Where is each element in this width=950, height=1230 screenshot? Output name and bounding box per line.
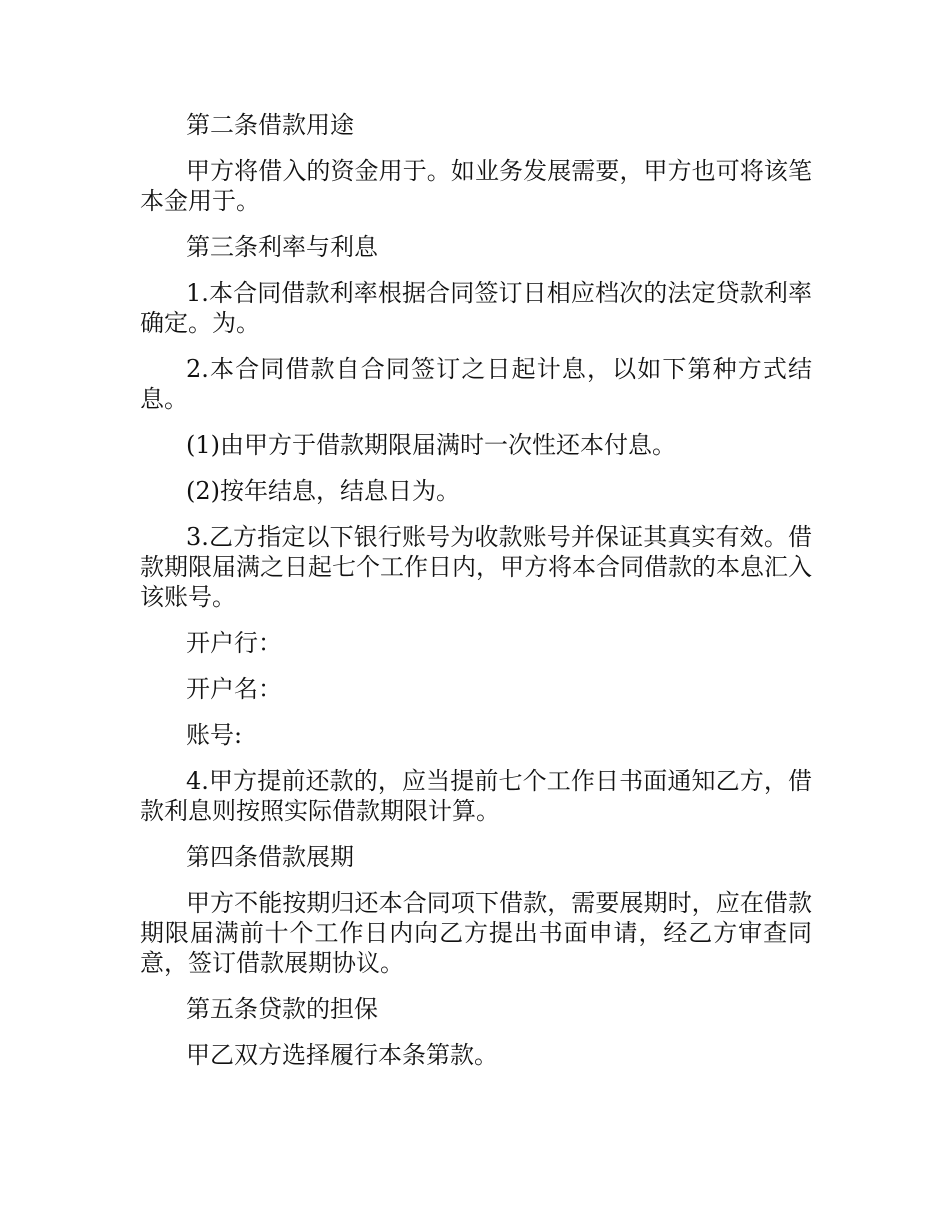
paragraph-interest-accrual: 2.本合同借款自合同签订之日起计息，以如下第种方式结息。 [140,355,812,413]
section-heading-interest: 第三条利率与利息 [186,233,378,261]
paragraph-option-2: (2)按年结息，结息日为。 [186,477,460,505]
section-heading-extension: 第四条借款展期 [186,843,354,871]
paragraph-early-repayment: 4.甲方提前还款的，应当提前七个工作日书面通知乙方，借款利息则按照实际借款期限计算。 [140,767,812,825]
field-account-number: 账号: [186,721,243,749]
paragraph-interest-rate: 1.本合同借款利率根据合同签订日相应档次的法定贷款利率确定。为。 [140,279,812,337]
section-heading-loan-purpose: 第二条借款用途 [186,111,354,139]
paragraph-guarantee: 甲乙双方选择履行本条第款。 [186,1041,498,1069]
field-account-name: 开户名： [186,675,282,703]
document-body [140,110,812,1086]
paragraph-option-1: (1)由甲方于借款期限届满时一次性还本付息。 [186,431,676,459]
paragraph-extension: 甲方不能按期归还本合同项下借款，需要展期时，应在借款期限届满前十个工作日内向乙方提出书面申请，经乙方审查同意，签订借款展期协议。 [140,889,812,977]
field-bank-name: 开户行： [186,629,282,657]
section-heading-guarantee: 第五条贷款的担保 [186,995,378,1023]
paragraph-bank-account: 3.乙方指定以下银行账号为收款账号并保证其真实有效。借款期限届满之日起七个工作日内，甲方将本合同借款的本息汇入该账号。 [140,523,812,611]
paragraph-loan-purpose: 甲方将借入的资金用于。如业务发展需要，甲方也可将该笔本金用于。 [140,157,812,215]
